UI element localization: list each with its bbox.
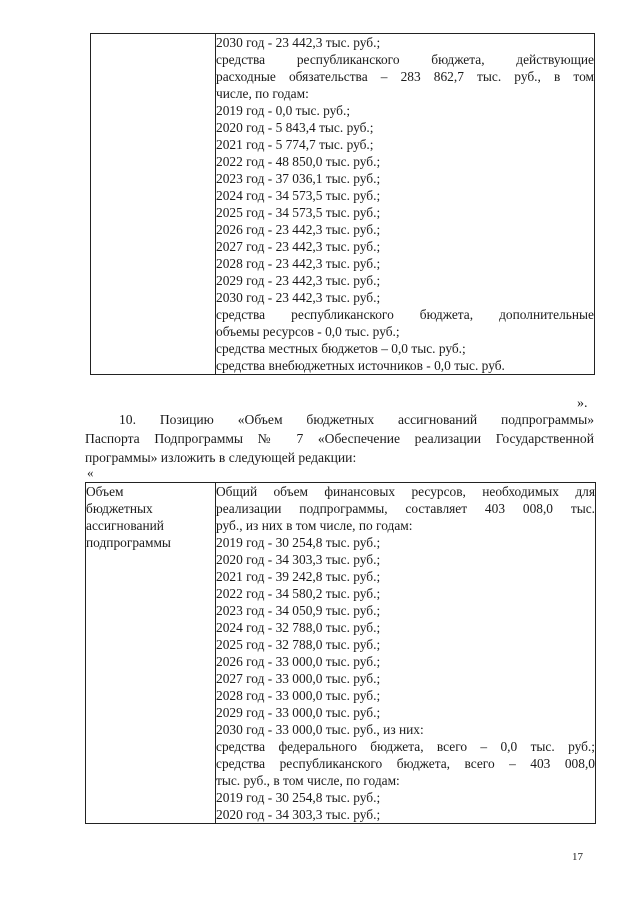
- table2-left-cell: [86, 483, 216, 824]
- table-line: 2026 год - 23 442,3 тыс. руб.;: [216, 222, 381, 237]
- table-line: 2024 год - 32 788,0 тыс. руб.;: [216, 620, 381, 635]
- table-line: 2026 год - 33 000,0 тыс. руб.;: [216, 654, 381, 669]
- table-line: 2029 год - 33 000,0 тыс. руб.;: [216, 705, 381, 720]
- table-line: 2024 год - 34 573,5 тыс. руб.;: [216, 188, 381, 203]
- table-line: 2029 год - 23 442,3 тыс. руб.;: [216, 273, 381, 288]
- table1-lines: [216, 34, 594, 374]
- budget-table-continued: [90, 33, 595, 375]
- table-line: числе, по годам:: [216, 86, 309, 101]
- table-line: 2025 год - 34 573,5 тыс. руб.;: [216, 205, 381, 220]
- table-line: 2021 год - 39 242,8 тыс. руб.;: [216, 569, 381, 584]
- table-line: 2027 год - 33 000,0 тыс. руб.;: [216, 671, 381, 686]
- closing-quote: ».: [577, 396, 588, 411]
- table-line: 2030 год - 23 442,3 тыс. руб.;: [216, 35, 381, 50]
- table-line: 2019 год - 30 254,8 тыс. руб.;: [216, 790, 381, 805]
- table-line: 2023 год - 37 036,1 тыс. руб.;: [216, 171, 381, 186]
- table-line: 2022 год - 48 850,0 тыс. руб.;: [216, 154, 381, 169]
- table-line: 2028 год - 23 442,3 тыс. руб.;: [216, 256, 381, 271]
- table-line: 2023 год - 34 050,9 тыс. руб.;: [216, 603, 381, 618]
- table2-lines: [216, 483, 595, 823]
- table-line: объемы ресурсов - 0,0 тыс. руб.;: [216, 324, 400, 339]
- table-line: тыс. руб., в том числе, по годам:: [216, 773, 400, 788]
- table-line: 2022 год - 34 580,2 тыс. руб.;: [216, 586, 381, 601]
- table-line: 2020 год - 34 303,3 тыс. руб.;: [216, 552, 381, 567]
- table-line: 2019 год - 0,0 тыс. руб.;: [216, 103, 351, 118]
- table-line: 2030 год - 23 442,3 тыс. руб.;: [216, 290, 381, 305]
- label-line: ассигнований: [86, 518, 164, 533]
- opening-quote: «: [87, 465, 94, 480]
- table1-left-cell: [91, 34, 216, 375]
- table2-right-cell: [216, 483, 596, 824]
- table-line: 2025 год - 32 788,0 тыс. руб.;: [216, 637, 381, 652]
- paragraph-line: 10. Позицию «Объем бюджетных ассигнований подпрограммы»: [119, 412, 594, 427]
- table-line: 2019 год - 30 254,8 тыс. руб.;: [216, 535, 381, 550]
- table-line: средства республиканского бюджета, всего – 403 008,0: [216, 756, 595, 771]
- table1-right-cell: [216, 34, 595, 375]
- budget-table-new: [85, 482, 596, 824]
- table-line: расходные обязательства – 283 862,7 тыс. руб., в том: [216, 69, 594, 84]
- paragraph-line: программы» изложить в следующей редакции:: [85, 450, 357, 465]
- table-line: 2028 год - 33 000,0 тыс. руб.;: [216, 688, 381, 703]
- label-line: Объем: [86, 484, 124, 499]
- table-line: средства местных бюджетов – 0,0 тыс. руб.;: [216, 341, 466, 356]
- table-line: руб., из них в том числе, по годам:: [216, 518, 413, 533]
- label-line: подпрограммы: [86, 535, 171, 550]
- table-line: средства республиканского бюджета, действующие: [216, 52, 594, 67]
- table-line: 2021 год - 5 774,7 тыс. руб.;: [216, 137, 374, 152]
- table-line: средства республиканского бюджета, дополнительные: [216, 307, 594, 322]
- table-line: 2030 год - 33 000,0 тыс. руб., из них:: [216, 722, 424, 737]
- page-number: 17: [572, 851, 583, 863]
- paragraph-line: Паспорта Подпрограммы № 7 «Обеспечение реализации Государственной: [85, 431, 594, 446]
- amendment-paragraph: [85, 410, 594, 467]
- table-line: 2020 год - 34 303,3 тыс. руб.;: [216, 807, 381, 822]
- table-line: 2027 год - 23 442,3 тыс. руб.;: [216, 239, 381, 254]
- label-line: бюджетных: [86, 501, 153, 516]
- table-line: Общий объем финансовых ресурсов, необходимых для: [216, 484, 595, 499]
- table-line: реализации подпрограммы, составляет 403 008,0 тыс.: [216, 501, 595, 516]
- table-line: 2020 год - 5 843,4 тыс. руб.;: [216, 120, 374, 135]
- table-line: средства внебюджетных источников - 0,0 тыс. руб.: [216, 358, 505, 373]
- table-line: средства федерального бюджета, всего – 0,0 тыс. руб.;: [216, 739, 595, 754]
